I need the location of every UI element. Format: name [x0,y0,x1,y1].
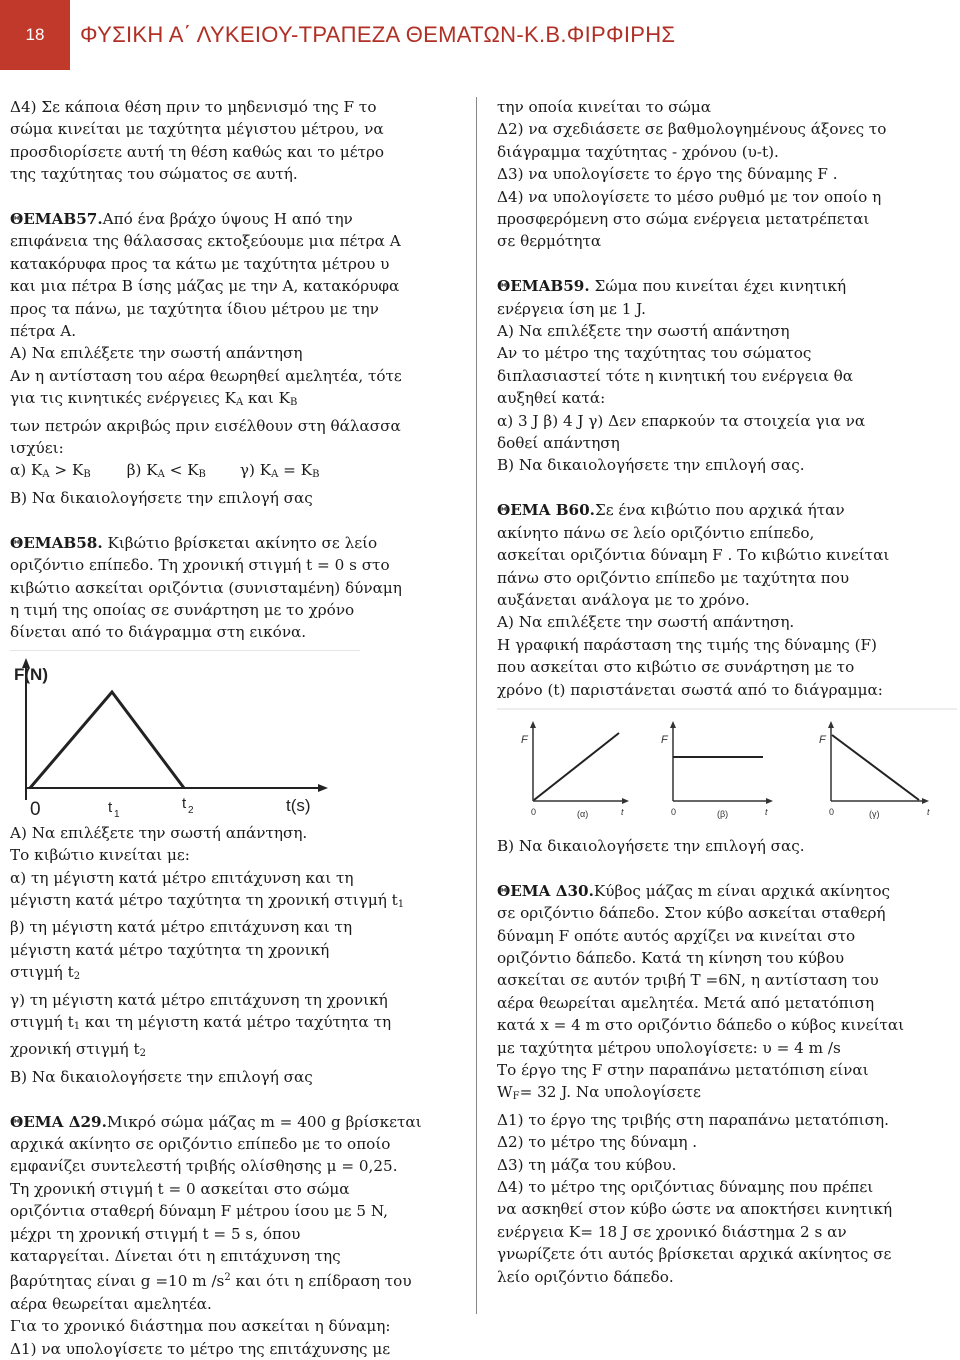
text-span: μέγιστη κατά μέτρο ταχύτητα τη χρονική στιγμή t [10,890,398,909]
text-line: Δ1) το έργο της τριβής στη παραπάνω μετατόπιση. [497,1110,889,1129]
text-line: να ασκηθεί στον κύβο ώστε να αποκτήσει κινητική [497,1200,893,1219]
axis-label: F [661,733,668,746]
text-line: καταργείται. Δίνεται ότι η επιτάχυνση της [10,1247,341,1266]
superscript: 2 [224,1272,231,1284]
text-span: γ) Κ [239,461,272,480]
text-span: Από ένα βράχο ύψους Η από την [102,210,353,229]
subscript: 1 [73,1020,81,1032]
problem-heading: ΘΕΜΑ Δ30. [497,881,594,900]
axis-label: t [927,806,930,817]
origin-label: 0 [671,806,677,817]
text-line: κατακόρυφα προς τα κάτω με ταχύτητα μέτρου υ [10,254,390,273]
t1-label: t [108,798,113,816]
text-line: Τη χρονική στιγμή t = 0 ασκείται στο σώμα [10,1179,350,1198]
text-line: λείο οριζόντιο δάπεδο. [497,1267,674,1286]
text-line: οριζόντιο δάπεδο. Κατά τη κίνηση του κύβου [497,948,845,967]
problem-d29-first-line [10,1111,462,1133]
force-time-graphs-b60 [497,705,957,835]
problem-heading: ΘΕΜΑ Δ29. [10,1112,107,1131]
text-line [10,1038,462,1065]
text-line: Για το χρονικό διάστημα που ασκείται η δύναμη: [10,1317,391,1336]
text-line: αέρα θεωρείται αμελητέα. Μετά από μετατόπιση [497,993,875,1012]
text-span: και ότι η επίδραση του [230,1272,412,1291]
text-line: προσφερόμενη στο σώμα ενέργεια μετατρέπεται [497,210,870,229]
text-line: Δ4) να υπολογίσετε το μέσο ρυθμό με τον οποίο η [497,187,882,206]
text-line: κατά x = 4 m στο οριζόντιο δάπεδο ο κύβος κινείται [497,1016,905,1035]
text-span: W [497,1083,513,1102]
text-line: δίνεται από το διάγραμμα στη εικόνα. [10,623,307,642]
subscript: 2 [73,971,81,983]
text-line: Δ2) να σχεδιάσετε σε βαθμολογημένους άξονες το [497,120,887,139]
text-line: μέχρι τη χρονική στιγμή t = 5 s, όπου [10,1224,301,1243]
text-line: Δ4) το μέτρο της οριζόντιας δύναμης που πρέπει [497,1178,874,1197]
problem-heading: ΘΕΜΑΒ58. [10,533,103,552]
axis-label: F [819,733,826,746]
subscript: A [235,397,244,409]
text-line: δοθεί απάντηση [497,434,620,453]
text-line: προσδιορίσετε αυτή τη θέση καθώς και το μέτρο [10,142,385,161]
text-line: με ταχύτητα μέτρου υπολογίσετε: υ = 4 m /s [497,1038,841,1057]
problem-heading: ΘΕΜΑΒ59. [497,277,590,296]
text-line: προς τα πάνω, με ταχύτητα ίδιου μέτρου με την [10,299,379,318]
origin-label: 0 [829,806,835,817]
text-span: βαρύτητας είναι g =10 m /s [10,1272,225,1291]
text-line: Α) Να επιλέξετε την σωστή απάντηση [10,344,303,363]
text-line: μέγιστη κατά μέτρο ταχύτητα τη χρονική [10,940,330,959]
text-line: δύναμη F οπότε αυτός αρχίζει να κινείται στο [497,926,856,945]
right-column [497,96,957,1288]
text-line: και μια πέτρα Β ίσης μάζας με την Α, κατακόρυφα [10,277,400,296]
text-span: Σώμα που κινείται έχει κινητική [589,277,847,296]
text-line: αέρα θεωρείται αμελητέα. [10,1294,212,1313]
text-span: για τις κινητικές ενέργειες Κ [10,389,236,408]
text-line: γ) τη μέγιστη κατά μέτρο επιτάχυνση τη χρονική [10,990,388,1009]
axis-label: t [621,806,624,817]
text-line [10,961,462,988]
origin-label: 0 [531,806,537,817]
text-line: που ασκείται στο κιβώτιο σε συνάρτηση με το [497,658,855,677]
three-graphs-svg [497,705,957,831]
text-span: > Κ [49,461,84,480]
text-span: Μικρό σώμα μάζας m = 400 g βρίσκεται [106,1112,422,1131]
text-span: στιγμή t [10,1012,74,1031]
text-line: β) τη μέγιστη κατά μέτρο επιτάχυνση και τη [10,918,353,937]
t1-subscript: 1 [114,808,120,820]
text-line: α) τη μέγιστη κατά μέτρο επιτάχυνση και τη [10,868,354,887]
choices-line [10,459,462,486]
problem-d30-first-line [497,880,957,902]
text-line: πάνω στο οριζόντιο επίπεδο με ταχύτητα που [497,568,850,587]
x-axis-arrow [318,784,328,792]
subscript: 1 [397,898,405,910]
text-line: αυξάνεται ανάλογα με το χρόνο. [497,590,750,609]
text-span: β) Κ [126,461,158,480]
subscript: B [198,469,206,481]
text-line: αρχικά ακίνητο σε οριζόντιο επίπεδο με το οποίο [10,1134,391,1153]
text-span: χρονική στιγμή t [10,1040,140,1059]
text-line: χρόνο (t) παριστάνεται σωστά από το διάγραμμα: [497,680,883,699]
text-line: Β) Να δικαιολογήσετε την επιλογή σας. [497,836,805,855]
graph-caption: (β) [717,808,729,819]
text-line: ακίνητο πάνω σε λείο οριζόντιο επίπεδο, [497,523,815,542]
text-line: αυξηθεί κατά: [497,389,606,408]
force-time-graph-b58 [10,650,462,822]
text-line [10,889,462,916]
text-span: α) Κ [10,461,43,480]
text-line: Το κιβώτιο κινείται με: [10,846,190,865]
text-line: ισχύει: [10,439,64,458]
text-line: η τιμή της οποίας σε συνάρτηση με το χρόνο [10,600,355,619]
text-line: Β) Να δικαιολογήσετε την επιλογή σας [10,1067,313,1086]
text-line: διπλασιαστεί τότε η κινητική του ενέργεια θα [497,366,853,385]
text-line: α) 3 J β) 4 J γ) Δεν επαρκούν τα στοιχεία για να [497,411,866,430]
force-time-graph-svg [10,650,360,822]
origin-label: 0 [30,798,41,820]
text-line: σώμα κινείται με ταχύτητα μέγιστου μέτρου, να [10,120,384,139]
text-line: σε οριζόντιο δάπεδο. Στον κύβο ασκείται σταθερή [497,904,886,923]
text-line: Η γραφική παράσταση της τιμής της δύναμης (F) [497,635,877,654]
text-line: ασκείται οριζόντια δύναμη F . Το κιβώτιο κινείται [497,546,890,565]
subscript: 2 [139,1048,146,1060]
text-line [497,1081,957,1108]
text-span: Κιβώτιο βρίσκεται ακίνητο σε λείο [102,533,378,552]
subscript: B [83,469,91,481]
text-line: διάγραμμα ταχύτητας - χρόνου (υ-t). [497,142,779,161]
axis-label: F [521,733,528,746]
text-line: Δ3) να υπολογίσετε το έργο της δύναμης F . [497,165,838,184]
subscript: A [42,469,50,481]
text-line: γνωρίζετε ότι αυτός βρίσκεται αρχικά ακίνητος σε [497,1245,892,1264]
text-line: Δ1) να υπολογίσετε το μέτρο της επιτάχυνσης με [10,1339,391,1358]
page-header-title: ΦΥΣΙΚΗ Α΄ ΛΥΚΕΙΟΥ-ΤΡΑΠΕΖΑ ΘΕΜΑΤΩΝ-Κ.Β.ΦΙΡΦΙΡΗΣ [80,22,676,47]
axis-label: t [765,806,768,817]
text-line: ενέργεια ίση με 1 J. [497,299,646,318]
text-line: οριζόντια σταθερή δύναμη F μέτρου ίσου με 5 N, [10,1202,388,1221]
left-column [10,96,462,1360]
graph-a [521,721,629,819]
text-span: και τη μέγιστη κατά μέτρο ταχύτητα τη [80,1012,392,1031]
text-line: την οποία κινείται το σώμα [497,98,712,116]
text-line [10,1267,462,1292]
y-axis-label: F(N) [14,664,48,684]
text-line: Α) Να επιλέξετε την σωστή απάντηση. [497,613,795,632]
text-span: και Κ [243,389,290,408]
text-line: επιφάνεια της θάλασσας εκτοξεύουμε μια πέτρα Α [10,232,401,251]
text-line: Το έργο της F στην παραπάνω μετατόπιση είναι [497,1060,869,1079]
text-line: Α) Να επιλέξετε την σωστή απάντηση [497,322,790,341]
subscript: B [312,469,320,481]
text-line: κιβώτιο ασκείται οριζόντια (συνισταμένη) δύναμη [10,578,402,597]
text-line: της ταχύτητας του σώματος σε αυτή. [10,165,298,184]
text-line: Δ4) Σε κάποια θέση πριν το μηδενισμό της F το [10,98,377,116]
decreasing-line [832,735,919,800]
t2-label: t [182,794,187,812]
text-span: = Κ [278,461,313,480]
text-line: εμφανίζει συντελεστή τριβής ολίσθησης μ = 0,25. [10,1157,398,1176]
graph-caption: (γ) [869,808,880,819]
column-divider [476,97,477,1314]
text-line: ενέργεια K= 18 J σε χρονικό διάστημα 2 s αν [497,1222,847,1241]
subscript: A [271,469,279,481]
text-line: Αν η αντίσταση του αέρα θεωρηθεί αμελητέα, τότε [10,366,402,385]
t2-subscript: 2 [188,804,194,816]
subscript: A [157,469,165,481]
subscript: F [512,1091,520,1103]
text-line: οριζόντιο επίπεδο. Τη χρονική στιγμή t = 0 s στο [10,556,390,575]
x-axis-label: t(s) [286,795,311,815]
text-span: = 32 J. Να υπολογίσετε [519,1083,701,1102]
text-line [10,387,462,414]
graph-c [819,721,930,819]
problem-b57-first-line [10,208,462,230]
increasing-line [534,733,619,800]
text-line: ασκείται σε αυτόν τριβή Τ =6Ν, η αντίσταση του [497,971,879,990]
force-line [30,692,184,788]
problem-heading: ΘΕΜΑΒ57. [10,210,103,229]
text-line: Β) Να δικαιολογήσετε την επιλογή σας [10,488,313,507]
text-line: Αν το μέτρο της ταχύτητας του σώματος [497,344,812,363]
text-line: Δ2) το μέτρο της δύναμη . [497,1133,698,1152]
subscript: B [289,397,298,409]
text-line: σε θερμότητα [497,232,602,251]
text-line: πέτρα Α. [10,322,77,341]
problem-heading: ΘΕΜΑ Β60. [497,501,595,520]
text-span: στιγμή t [10,963,74,982]
text-span: < Κ [164,461,199,480]
graph-b [661,721,773,819]
problem-b59-first-line [497,275,957,297]
text-line: Β) Να δικαιολογήσετε την επιλογή σας. [497,456,805,475]
problem-b58-first-line [10,532,462,554]
text-span: Κύβος μάζας m είναι αρχικά ακίνητος [593,881,891,900]
graph-caption: (α) [577,808,589,819]
text-span: Σε ένα κιβώτιο που αρχικά ήταν [594,501,845,520]
text-line: Δ3) τη μάζα του κύβου. [497,1155,677,1174]
page-number: 18 [0,0,70,70]
text-line [10,1011,462,1038]
text-line: Α) Να επιλέξετε την σωστή απάντηση. [10,823,308,842]
problem-b60-first-line [497,499,957,521]
text-line: των πετρών ακριβώς πριν εισέλθουν στη θάλασσα [10,416,401,435]
